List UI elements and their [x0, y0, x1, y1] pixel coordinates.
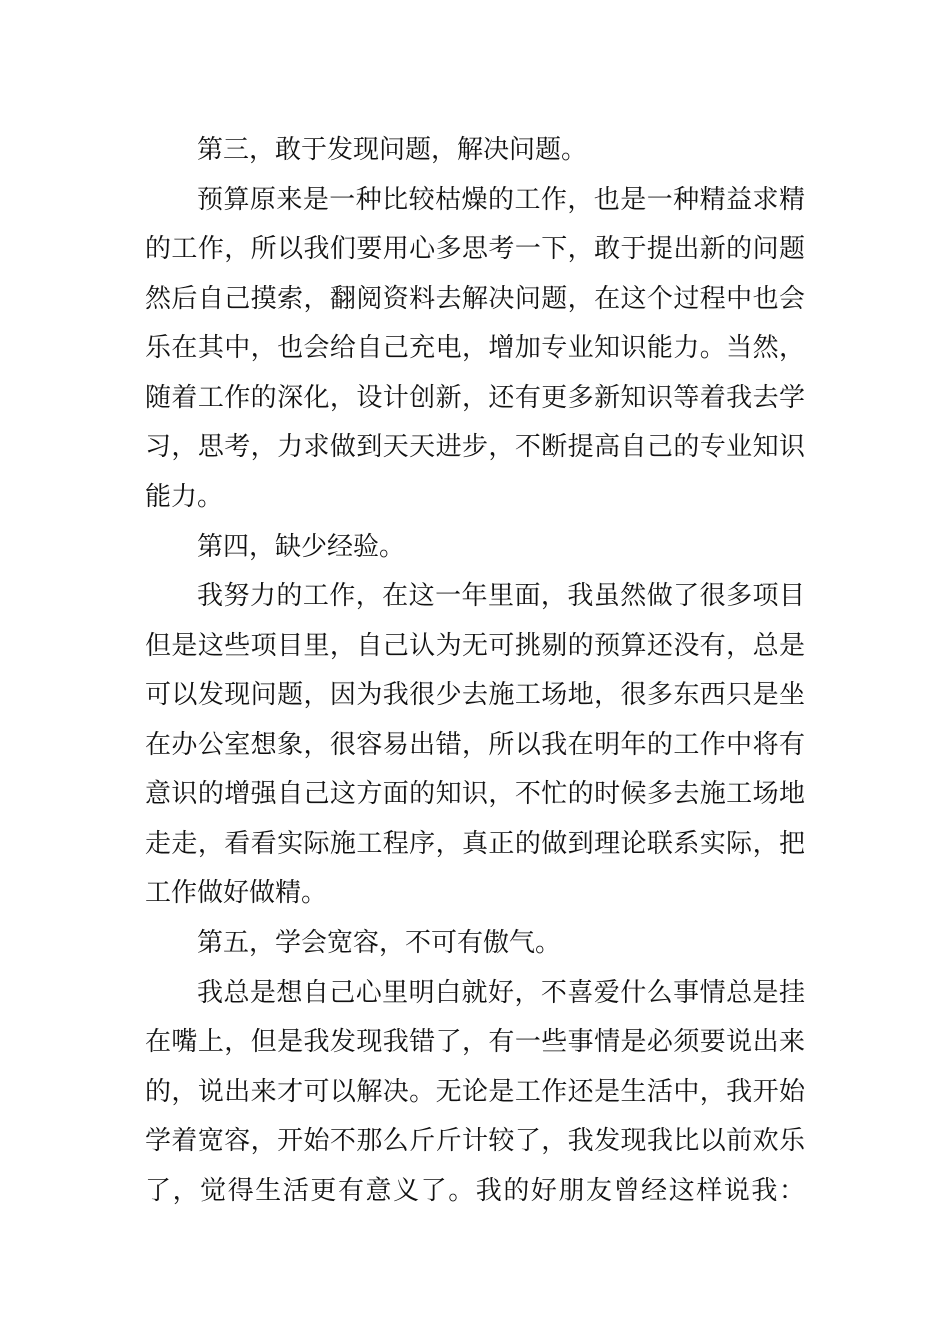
text-line: 乐在其中，也会给自己充电，增加专业知识能力。当然，	[145, 333, 805, 363]
text-line: 然后自己摸索，翻阅资料去解决问题，在这个过程中也会	[145, 284, 805, 314]
text-line: 走走，看看实际施工程序，真正的做到理论联系实际，把	[145, 829, 805, 859]
text-line: 意识的增强自己这方面的知识，不忙的时候多去施工场地	[145, 779, 805, 809]
text-line: 随着工作的深化，设计创新，还有更多新知识等着我去学	[145, 383, 805, 413]
text-line: 预算原来是一种比较枯燥的工作，也是一种精益求精	[197, 185, 805, 215]
text-line: 可以发现问题，因为我很少去施工场地，很多东西只是坐	[145, 680, 805, 710]
text-line: 在嘴上，但是我发现我错了，有一些事情是必须要说出来	[145, 1027, 805, 1057]
text-line: 的，说出来才可以解决。无论是工作还是生活中，我开始	[145, 1077, 805, 1107]
text-line: 但是这些项目里，自己认为无可挑剔的预算还没有，总是	[145, 631, 805, 661]
paragraph-heading-3: 第三，敢于发现问题，解决问题。	[197, 135, 588, 165]
text-line: 习，思考，力求做到天天进步，不断提高自己的专业知识	[145, 432, 805, 462]
text-line: 在办公室想象，很容易出错，所以我在明年的工作中将有	[145, 730, 805, 760]
text-line: 了，觉得生活更有意义了。我的好朋友曾经这样说我：	[145, 1176, 805, 1206]
text-line: 工作做好做精。	[145, 878, 328, 908]
paragraph-heading-4: 第四，缺少经验。	[197, 532, 406, 562]
text-line: 我总是想自己心里明白就好，不喜爱什么事情总是挂	[197, 978, 805, 1008]
text-line: 能力。	[145, 482, 224, 512]
text-line: 我努力的工作，在这一年里面，我虽然做了很多项目	[197, 581, 805, 611]
text-line: 的工作，所以我们要用心多思考一下，敢于提出新的问题	[145, 234, 805, 264]
text-line: 学着宽容，开始不那么斤斤计较了，我发现我比以前欢乐	[145, 1126, 805, 1156]
paragraph-heading-5: 第五，学会宽容，不可有傲气。	[197, 928, 562, 958]
